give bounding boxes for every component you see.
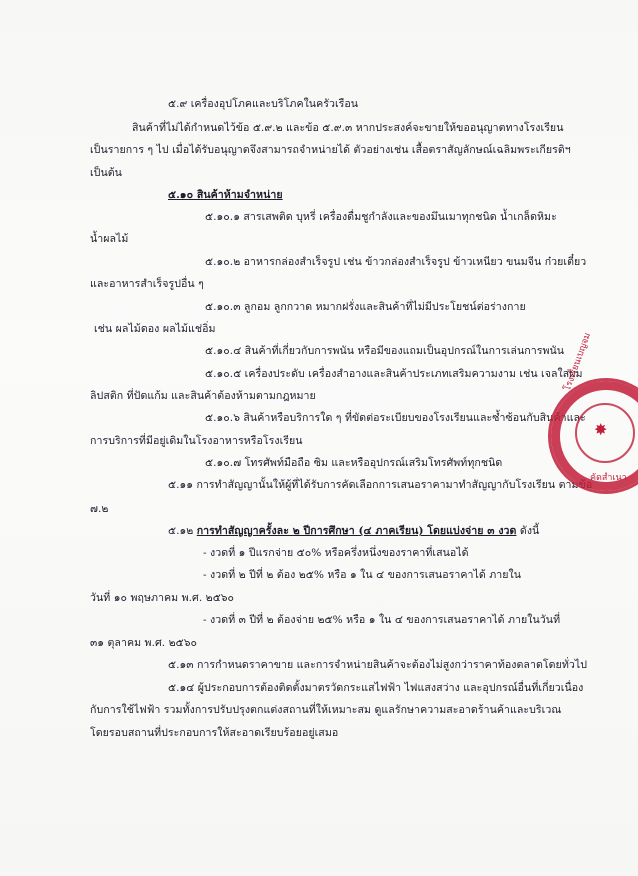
paragraph-line: เป็นต้น: [90, 167, 122, 179]
list-item-continuation: ลิปสติก ที่ปัดแก้ม และสินค้าต้องห้ามตามกฎหมาย: [90, 390, 316, 402]
list-item: ๕.๑๐.๕ เครื่องประดับ เครื่องสำอางและสินค้าประเภทเสริมความงาม เช่น เจลใส่ผม: [205, 368, 583, 380]
list-item-continuation: เช่น ผลไม้ดอง ผลไม้แช่อิ่ม: [94, 323, 216, 335]
list-item-continuation: น้ำผลไม้: [90, 233, 129, 245]
section-5-14: ๕.๑๔ ผู้ประกอบการต้องติดตั้งมาตรวัดกระแสไฟฟ้า ไฟแสงสว่าง และอุปกรณ์อื่นที่เกี่ยวเนื่อง: [168, 682, 584, 694]
list-item: ๕.๑๐.๔ สินค้าที่เกี่ยวกับการพนัน หรือมีของแถมเป็นอุปกรณ์ในการเล่นการพนัน: [205, 345, 565, 357]
seal-text-top: โรงเรียนเบญจม: [562, 331, 594, 393]
list-item: ๕.๑๐.๓ ลูกอม ลูกกวาด หมากฝรั่งและสินค้าที่ไม่มีประโยชน์ต่อร่างกาย: [205, 301, 526, 313]
installment-item: - งวดที่ ๑ ปีแรกจ่าย ๕๐% หรือครึ่งหนึ่งของราคาที่เสนอได้: [203, 547, 469, 559]
list-item-continuation: และอาหารสำเร็จรูปอื่น ๆ: [90, 278, 204, 290]
paragraph-line: เป็นรายการ ๆ ไป เมื่อได้รับอนุญาตจึงสามารถจำหน่ายได้ ตัวอย่างเช่น เสื้อตราสัญลักษณ์เฉลิมพระเกียรติฯ: [90, 144, 571, 156]
installment-item: - งวดที่ ๒ ปีที่ ๒ ต้อง ๒๕% หรือ ๑ ใน ๔ ของการเสนอราคาได้ ภายใน: [203, 569, 522, 581]
seal-text-bottom: คัดสำเนา: [590, 473, 627, 483]
installment-item: - งวดที่ ๓ ปีที่ ๒ ต้องจ่าย ๒๕% หรือ ๑ ใน ๔ ของการเสนอราคาได้ ภายในวันที่: [203, 614, 561, 626]
installment-continuation: วันที่ ๑๐ พฤษภาคม พ.ศ. ๒๕๖๐: [90, 592, 235, 604]
section-number: ๕.๑๒: [168, 525, 197, 537]
paragraph-line: กับการใช้ไฟฟ้า รวมทั้งการปรับปรุงตกแต่งสถานที่ให้เหมาะสม ดูแลรักษาความสะอาดร้านค้าและบริเวณ: [90, 704, 562, 716]
section-5-9-heading: ๕.๙ เครื่องอุปโภคและบริโภคในครัวเรือน: [168, 98, 359, 110]
section-5-10-heading: ๕.๑๐ สินค้าห้ามจำหน่าย: [168, 189, 283, 201]
list-item: ๕.๑๐.๖ สินค้าหรือบริการใด ๆ ที่ขัดต่อระเบียบของโรงเรียนและซ้ำซ้อนกับสินค้าและ: [205, 412, 586, 424]
seal-emblem-icon: ✸: [594, 420, 608, 439]
section-5-12-heading: [168, 524, 539, 538]
section-5-11: ๕.๑๑ การทำสัญญานั้นให้ผู้ที่ได้รับการคัดเลือกการเสนอราคามาทำสัญญากับโรงเรียน ตามข้อ: [168, 479, 593, 491]
list-item: ๕.๑๐.๗ โทรศัพท์มือถือ ซิม และหรืออุปกรณ์เสริมโทรศัพท์ทุกชนิด: [205, 457, 503, 469]
section-5-13: ๕.๑๓ การกำหนดราคาขาย และการจำหน่ายสินค้าจะต้องไม่สูงกว่าราคาท้องตลาดโดยทั่วไป: [168, 659, 587, 671]
list-item-continuation: การบริการที่มีอยู่เดิมในโรงอาหารหรือโรงเรียน: [90, 435, 303, 447]
section-title-underlined: การทำสัญญาครั้งละ ๒ ปีการศึกษา (๔ ภาคเรียน) โดยแบ่งจ่าย ๓ งวด: [196, 525, 517, 537]
paragraph-line: โดยรอบสถานที่ประกอบการให้สะอาดเรียบร้อยอยู่เสมอ: [90, 727, 339, 739]
section-suffix: ดังนี้: [516, 525, 540, 537]
list-item: ๕.๑๐.๑ สารเสพติด บุหรี่ เครื่องดื่มชูกำลังและของมึนเมาทุกชนิด น้ำเกล็ดหิมะ: [205, 211, 557, 223]
paragraph-line: สินค้าที่ไม่ได้กำหนดไว้ข้อ ๕.๙.๒ และข้อ ๕.๙.๓ หากประสงค์จะขายให้ขออนุญาตทางโรงเรียน: [132, 122, 564, 134]
paragraph-line: ๗.๒: [90, 503, 109, 515]
list-item: ๕.๑๐.๒ อาหารกล่องสำเร็จรูป เช่น ข้าวกล่องสำเร็จรูป ข้าวเหนียว ขนมจีน ก๋วยเตี๋ยว: [205, 256, 587, 268]
installment-continuation: ๓๑ ตุลาคม พ.ศ. ๒๕๖๐: [90, 637, 197, 649]
